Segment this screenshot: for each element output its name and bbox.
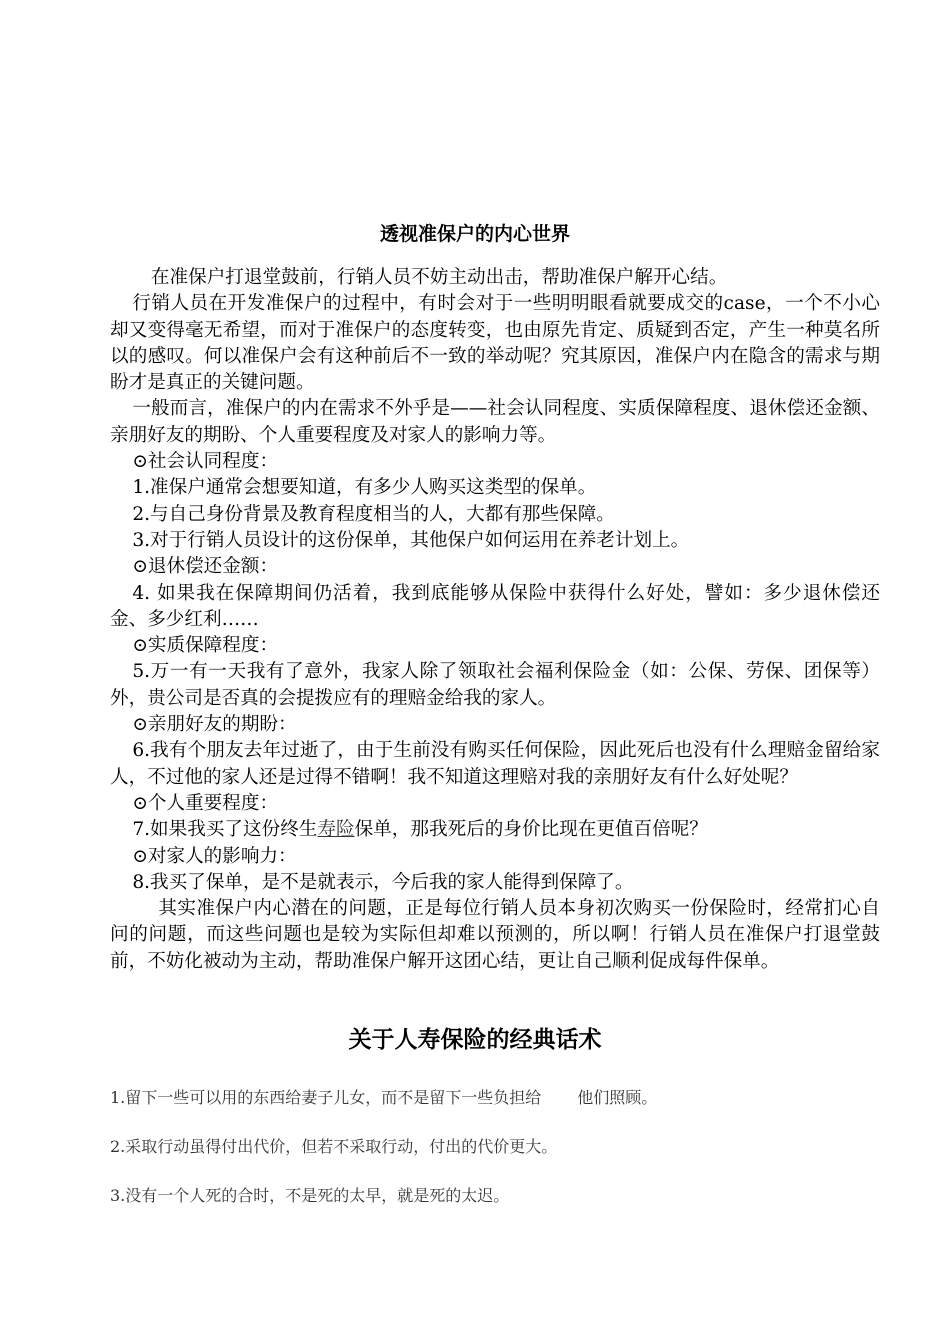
list-item-2: 2.与自己身份背景及教育程度相当的人，大都有那些保障。 bbox=[132, 503, 615, 525]
paragraph-1: 行销人员在开发准保户的过程中，有时会对于一些明明眼看就要成交的case，一个不小心却又变得毫无希望，而对于准保户的态度转变，也由原先肯定、质疑到否定，产生一种莫名所以的感叹。何以准保户会有这种前后不一致的举动呢？究其原因，准保户内在隐含的需求与期盼才是真正的关键问题。 bbox=[110, 293, 880, 394]
section-heading-personal: ⊙个人重要程度： bbox=[132, 792, 279, 814]
section-heading-friends: ⊙亲朋好友的期盼： bbox=[132, 714, 297, 736]
quote-2: 2.采取行动虽得付出代价，但若不采取行动，付出的代价更大。 bbox=[110, 1137, 558, 1156]
article-body bbox=[110, 265, 880, 975]
quote-1-text-end: 他们照顾。 bbox=[577, 1088, 658, 1107]
list-item-5: 5.万一有一天我有了意外，我家人除了领取社会福利保险金（如：公保、劳保、团保等）外，贵公司是否真的会提拨应有的理赔金给我的家人。 bbox=[110, 661, 880, 709]
list-item-6: 6.我有个朋友去年过逝了，由于生前没有购买任何保险，因此死后也没有什么理赔金留给家人，不过他的家人还是过得不错啊！我不知道这理赔对我的亲朋好友有什么好处呢？ bbox=[110, 740, 880, 788]
quote-3: 3.没有一个人死的合时，不是死的太早，就是死的太迟。 bbox=[110, 1186, 510, 1205]
intro-paragraph: 在准保户打退堂鼓前，行销人员不妨主动出击，帮助准保户解开心结。 bbox=[150, 267, 728, 288]
paragraph-2: 一般而言，准保户的内在需求不外乎是——社会认同程度、实质保障程度、退休偿还金额、亲朋好友的期盼、个人重要程度及对家人的影响力等。 bbox=[110, 398, 880, 446]
section-heading-social: ⊙社会认同程度： bbox=[132, 451, 279, 473]
section-title-classic-phrases: 关于人寿保险的经典话术 bbox=[348, 1027, 602, 1053]
list-item-7-text-start: 7.如果我买了这份终生 bbox=[132, 819, 318, 841]
section-heading-family: ⊙对家人的影响力： bbox=[132, 845, 297, 867]
list-item-7 bbox=[110, 817, 880, 843]
list-item-4: 4. 如果我在保障期间仍活着，我到底能够从保险中获得什么好处，譬如：多少退休偿还金、多少红利…… bbox=[110, 582, 880, 630]
quote-1-text-start: 1.留下一些可以用的东西给妻子儿女，而不是留下一些负担给 bbox=[110, 1088, 542, 1107]
section-heading-protection: ⊙实质保障程度： bbox=[132, 635, 279, 657]
list-item-8: 8.我买了保单，是不是就表示，今后我的家人能得到保障了。 bbox=[132, 871, 634, 893]
list-item-1: 1.准保户通常会想要知道，有多少人购买这类型的保单。 bbox=[132, 477, 597, 499]
list-item-7-text-end: 保单，那我死后的身价比现在更值百倍呢？ bbox=[354, 819, 708, 841]
life-insurance-link[interactable]: 寿险 bbox=[317, 819, 355, 841]
quote-1 bbox=[110, 1085, 880, 1108]
conclusion-paragraph: 其实准保户内心潜在的问题，正是每位行销人员本身初次购买一份保险时，经常扪心自问的问题，而这些问题也是较为实际但却难以预测的，所以啊！行销人员在准保户打退堂鼓前，不妨化被动为主动，帮助准保户解开这团心结，更让自己顺利促成每件保单。 bbox=[110, 898, 880, 972]
article-title: 透视准保户的内心世界 bbox=[379, 223, 570, 245]
section-heading-retirement: ⊙退休偿还金额： bbox=[132, 556, 279, 578]
list-item-3: 3.对于行销人员设计的这份保单，其他保户如何运用在养老计划上。 bbox=[132, 529, 690, 551]
